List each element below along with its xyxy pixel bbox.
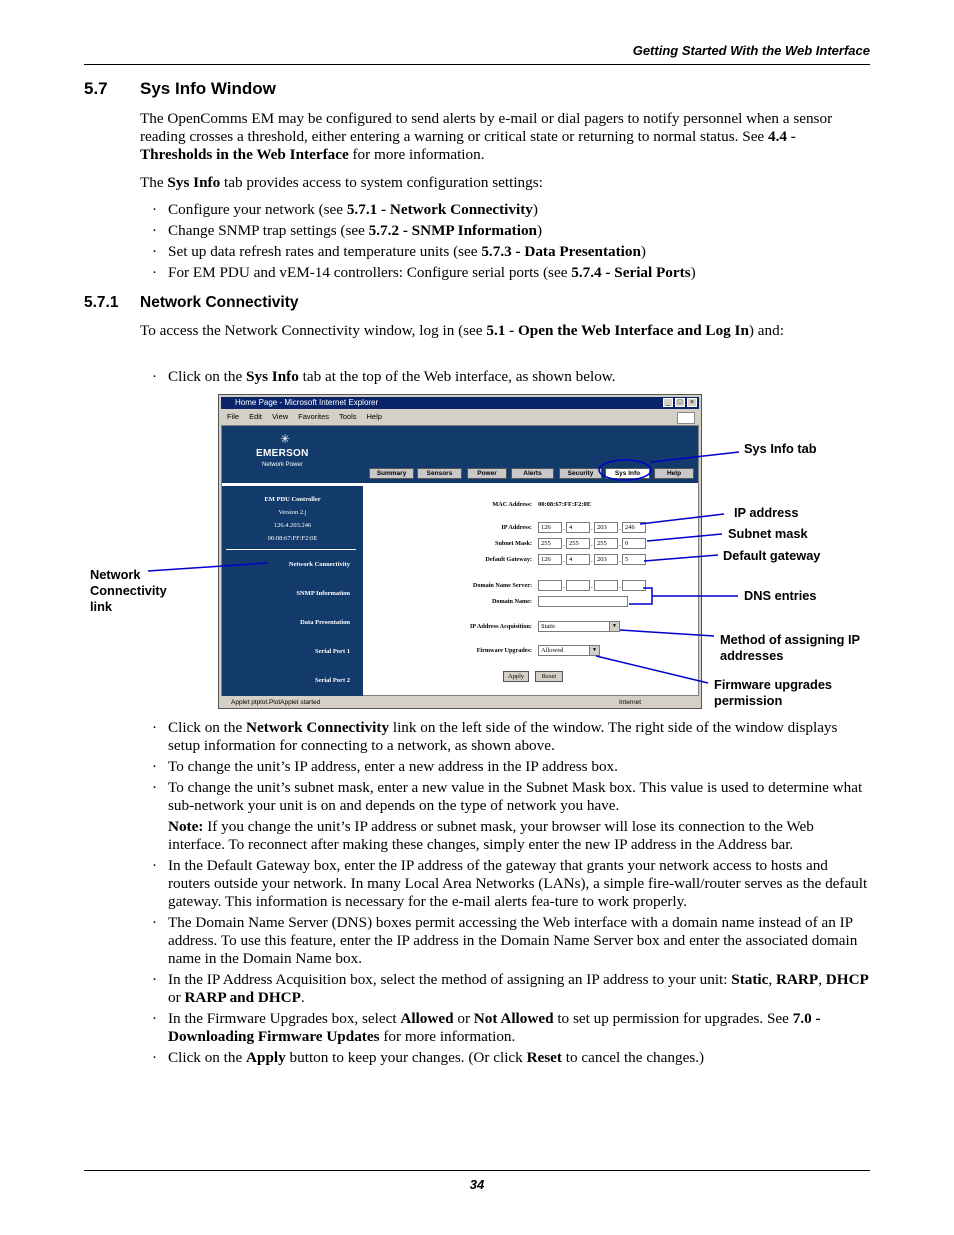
text-run: In the Firmware Upgrades box, select xyxy=(168,1010,401,1027)
menu-item: File xyxy=(227,412,240,421)
list-item xyxy=(152,719,870,755)
bold-run: Apply xyxy=(246,1049,286,1066)
minimize-icon: _ xyxy=(663,398,673,407)
text-run: , xyxy=(768,971,776,988)
bold-run: Note: xyxy=(168,818,204,835)
text-run: Configure your network (see xyxy=(168,201,347,218)
callout-sys-info-tab: Sys Info tab xyxy=(744,441,817,456)
octet-separator: . xyxy=(619,582,621,590)
text-run: To access the Network Connectivity window, log in (see xyxy=(140,322,487,339)
octet-input: 4 xyxy=(566,522,590,533)
callout-firmware: Firmware upgrades permission xyxy=(714,677,833,708)
octet-input: 5 xyxy=(622,554,646,565)
octet-input: 203 xyxy=(594,522,618,533)
firmware-value: Allowed xyxy=(541,647,564,654)
list-item-text xyxy=(168,971,869,1006)
sidebar-item-serial-port-2: Serial Port 2 xyxy=(314,677,350,684)
device-model: EM PDU Controller xyxy=(264,496,321,503)
text-run: In the Default Gateway box, enter the IP address of the gateway that grants your network access to hosts and routers outside your network. In many Local Area Networks (LANs), a simple fire-wall/router serves as the default gateway. This information is necessary for the e-mail alerts fea-ture to work properly. xyxy=(168,857,868,910)
bullet-icon: · xyxy=(152,914,158,931)
subsection-number: 5.7.1 xyxy=(84,294,119,311)
bold-run: RARP and DHCP xyxy=(184,989,301,1006)
mac-value: 00:08:67:FF:F2:0E xyxy=(538,501,592,508)
octet-separator: . xyxy=(563,524,565,532)
text-run: To change the unit’s subnet mask, enter a new value in the Subnet Mask box. This value is used to determine what sub-network your unit is on and depends on the type of network you have. xyxy=(168,779,863,814)
bold-run: 7.0 - Downloading Firmware Updates xyxy=(168,1010,821,1045)
reset-button: Reset xyxy=(535,671,563,682)
gateway-label: Default Gateway: xyxy=(485,556,532,563)
text-run: or xyxy=(168,989,185,1006)
list-item xyxy=(152,857,870,911)
list-item xyxy=(152,971,870,1007)
close-icon: × xyxy=(687,398,697,407)
octet-separator: . xyxy=(619,556,621,564)
list-item-text xyxy=(168,719,837,754)
text-run: ) and: xyxy=(748,322,784,339)
list-item xyxy=(152,1010,870,1046)
text-run: If you change the unit’s IP address or subnet mask, your browser will lose its connection to the Web interface. To reconnect after making these changes, simply enter the new IP address in the Address bar. xyxy=(168,818,814,853)
text-run: to cancel the changes.) xyxy=(561,1049,705,1066)
device-mac: 00:08:67:FF:F2:0E xyxy=(267,535,318,542)
tab-help: Help xyxy=(654,468,694,479)
bold-run: Network Connectivity xyxy=(246,719,390,736)
list-item-text xyxy=(168,1049,704,1066)
tab-summary: Summary xyxy=(369,468,414,479)
text-run: The OpenComms EM may be configured to send alerts by e-mail or dial pagers to notify personnel when a sensor reading crosses a threshold, either entering a warning or critical state or returning to normal status. See xyxy=(140,110,833,145)
tab-sensors: Sensors xyxy=(417,468,462,479)
emerson-logo-icon: ✳ xyxy=(280,432,291,446)
list-item xyxy=(152,758,870,776)
list-item-text xyxy=(168,758,618,775)
list-item xyxy=(152,914,870,968)
bullet-icon: · xyxy=(152,1049,158,1066)
text-run: The xyxy=(140,174,168,191)
list-item: · Click on the Sys Info tab at the top of the Web interface, as shown below. xyxy=(152,368,616,385)
list-item xyxy=(152,779,870,815)
bold-run: 5.7.4 - Serial Ports xyxy=(571,264,691,281)
sidebar-item-snmp: SNMP Information xyxy=(296,590,350,597)
text-run: To change the unit’s IP address, enter a new address in the IP address box. xyxy=(168,758,618,775)
bullet-icon: · xyxy=(152,201,158,218)
text-run: In the IP Address Acquisition box, select the method of assigning an IP address to your unit: xyxy=(168,971,732,988)
text-run: ) xyxy=(690,264,696,281)
text-run: Click on the xyxy=(168,719,247,736)
text-run: Set up data refresh rates and temperature units (see xyxy=(168,243,482,260)
note-text xyxy=(168,818,814,853)
octet-input: 0 xyxy=(622,538,646,549)
bullet-icon: · xyxy=(152,857,158,874)
octet-separator: . xyxy=(563,540,565,548)
text-run: to set up permission for upgrades. See xyxy=(553,1010,793,1027)
text-run: button to keep your changes. (Or click xyxy=(285,1049,527,1066)
bullet-icon: · xyxy=(152,758,158,775)
text-run: The Domain Name Server (DNS) boxes permit accessing the Web interface with a domain name instead of an IP address. To use this feature, enter the IP address in the Domain Name Server box and enter the associated domain name in the Domain Name box. xyxy=(168,914,858,967)
bold-run: Not Allowed xyxy=(473,1010,554,1027)
octet-input: 126 xyxy=(538,554,562,565)
text-run: Click on the xyxy=(168,368,247,385)
acquisition-label: IP Address Acquisition: xyxy=(469,623,532,630)
bullet-icon: · xyxy=(152,222,158,239)
bullet-icon: · xyxy=(152,719,158,736)
text-run: ) xyxy=(536,222,543,239)
callout-subnet-mask: Subnet mask xyxy=(728,526,808,541)
octet-separator: . xyxy=(619,540,621,548)
octet-separator: . xyxy=(591,540,593,548)
octet-separator: . xyxy=(619,524,621,532)
bold-run: Static xyxy=(731,971,769,988)
callout-line-ip xyxy=(640,514,724,524)
subsection-title: Network Connectivity xyxy=(140,294,299,311)
list-item-text xyxy=(168,857,867,910)
callout-method: Method of assigning IP addresses xyxy=(720,632,860,663)
text-run: for more information. xyxy=(379,1028,516,1045)
octet-separator: . xyxy=(591,582,593,590)
ip-label: IP Address: xyxy=(501,524,532,531)
bullet-icon: · xyxy=(152,1010,158,1027)
text-run: Change SNMP trap settings (see xyxy=(168,222,369,239)
text-run: Click on the xyxy=(168,1049,247,1066)
window-title: Home Page - Microsoft Internet Explorer xyxy=(235,398,379,407)
callout-dns-entries: DNS entries xyxy=(744,588,817,603)
callout-network-link: Network Connectivity link xyxy=(90,567,167,614)
chevron-down-icon: ▼ xyxy=(589,646,599,655)
domain-label: Domain Name: xyxy=(491,598,532,605)
bold-run: 5.7.1 - Network Connectivity xyxy=(346,201,533,218)
text-run: tab at the top of the Web interface, as shown below. xyxy=(298,368,616,385)
octet-separator: . xyxy=(591,556,593,564)
octet-input: 4 xyxy=(566,554,590,565)
callout-line-subnet xyxy=(647,534,722,541)
menu-item: Help xyxy=(366,412,382,421)
bold-run: DHCP xyxy=(825,971,869,988)
bullet-icon: · xyxy=(152,971,158,988)
subsection-bullets xyxy=(152,719,870,1070)
bold-run: Allowed xyxy=(400,1010,454,1027)
octet-input: 255 xyxy=(594,538,618,549)
apply-button: Apply xyxy=(503,671,529,682)
bullet-icon: · xyxy=(152,264,158,281)
acquisition-value: Static xyxy=(541,623,556,630)
callout-line-sys-info xyxy=(651,452,739,462)
menu-item: View xyxy=(272,412,289,421)
text-run: for more information. xyxy=(348,146,485,163)
text-run: tab provides access to system configuration settings: xyxy=(220,174,543,191)
octet-input: 255 xyxy=(538,538,562,549)
menu-item: Favorites xyxy=(298,412,329,421)
list-item-text xyxy=(168,914,857,967)
menu-item: Tools xyxy=(339,412,357,421)
sidebar-item-serial-port-1: Serial Port 1 xyxy=(314,648,350,655)
dns-bracket xyxy=(629,588,652,604)
bold-run: 5.1 - Open the Web Interface and Log In xyxy=(486,322,749,339)
page-number: 34 xyxy=(469,1177,485,1192)
list-item-text xyxy=(168,779,862,814)
logo-subtitle: Network Power xyxy=(262,462,303,468)
list-item-text xyxy=(168,1010,821,1045)
bold-run: Reset xyxy=(526,1049,562,1066)
sidebar-item-network-connectivity: Network Connectivity xyxy=(288,561,350,568)
footer-rule xyxy=(84,1170,870,1171)
text-run: , xyxy=(818,971,826,988)
maximize-icon: □ xyxy=(675,398,685,407)
bold-run: 5.7.2 - SNMP Information xyxy=(368,222,537,239)
tab-security: Security xyxy=(559,468,602,479)
subnet-label: Subnet Mask: xyxy=(495,540,532,547)
bold-run: 5.7.3 - Data Presentation xyxy=(481,243,641,260)
bold-run: Sys Info xyxy=(167,174,221,191)
list-item xyxy=(152,1049,870,1067)
octet-input: 246 xyxy=(622,522,646,533)
mac-label: MAC Address: xyxy=(492,501,532,508)
bold-run: 4.4 - Thresholds in the Web Interface xyxy=(140,128,796,163)
bold-run: Sys Info xyxy=(246,368,299,385)
dns-label: Domain Name Server: xyxy=(472,582,532,589)
running-header: Getting Started With the Web Interface xyxy=(632,43,870,58)
logo-text: EMERSON xyxy=(256,448,309,459)
text-run: or xyxy=(453,1010,474,1027)
device-version: Version 2.j xyxy=(278,509,307,516)
octet-separator: . xyxy=(563,582,565,590)
callout-default-gateway: Default gateway xyxy=(723,548,821,563)
bold-run: RARP xyxy=(776,971,819,988)
text-run: link on the left side of the window. The right side of the window displays setup information for connecting to a network, as shown above. xyxy=(168,719,838,754)
callout-line-method xyxy=(620,630,714,636)
status-text: Applet ptplot.PlotApplet started xyxy=(231,699,321,706)
text-run: For EM PDU and vEM-14 controllers: Configure serial ports (see xyxy=(168,264,572,281)
firmware-label: Firmware Upgrades: xyxy=(476,647,532,654)
tab-alerts: Alerts xyxy=(511,468,554,479)
bullet-icon: · xyxy=(152,779,158,796)
section-number: 5.7 xyxy=(84,79,108,98)
tab-sys-info: Sys Info xyxy=(605,468,650,479)
menu-item: Edit xyxy=(249,412,263,421)
device-ip: 126.4.203.246 xyxy=(273,522,312,529)
octet-input: 126 xyxy=(538,522,562,533)
octet-separator: . xyxy=(563,556,565,564)
text-run: ) xyxy=(640,243,646,260)
octet-input: 255 xyxy=(566,538,590,549)
tab-power: Power xyxy=(467,468,507,479)
bullet-icon: · xyxy=(152,243,158,260)
text-run: ) xyxy=(532,201,538,218)
callout-line-firmware xyxy=(596,656,708,683)
callout-ip-address: IP address xyxy=(734,505,799,520)
callout-line-gateway xyxy=(644,555,718,561)
note xyxy=(152,818,870,854)
sys-info-highlight xyxy=(599,460,651,480)
chevron-down-icon: ▼ xyxy=(609,622,619,631)
octet-input: 203 xyxy=(594,554,618,565)
zone-text: Internet xyxy=(619,699,642,706)
text-run: . xyxy=(300,989,305,1006)
octet-separator: . xyxy=(591,524,593,532)
sidebar-item-data-presentation: Data Presentation xyxy=(300,619,350,626)
section-title: Sys Info Window xyxy=(140,79,276,98)
